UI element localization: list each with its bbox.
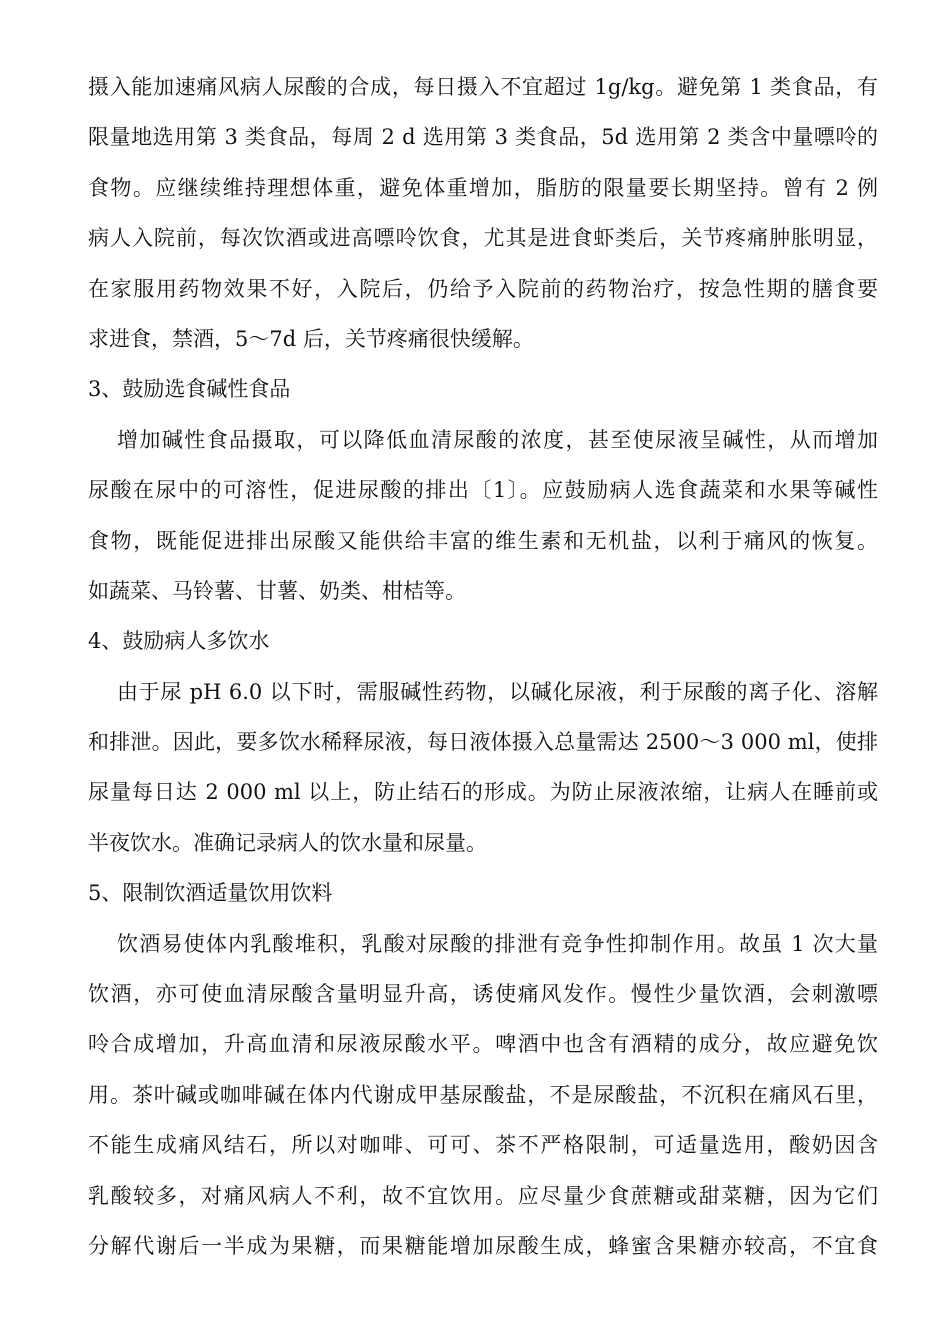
paragraph-drink-water	[88, 667, 878, 869]
text-line: 用。茶叶碱或咖啡碱在体内代谢成甲基尿酸盐，不是尿酸盐，不沉积在痛风石里，	[88, 1082, 878, 1107]
paragraph-alkaline-food	[88, 415, 878, 617]
text-line: 食物，既能促进排出尿酸又能供给丰富的维生素和无机盐，以利于痛风的恢复。	[88, 528, 878, 553]
text-line: 食物。应继续维持理想体重，避免体重增加，脂肪的限量要长期坚持。曾有 2 例	[88, 175, 878, 200]
text-line: 由于尿 pH 6.0 以下时，需服碱性药物，以碱化尿液，利于尿酸的离子化、溶解	[117, 679, 878, 704]
section-heading-limit-alcohol: 5、限制饮酒适量饮用饮料	[88, 881, 333, 906]
text-line: 病人入院前，每次饮酒或进高嘌呤饮食，尤其是进食虾类后，关节疼痛肿胀明显，	[88, 226, 878, 251]
text-line: 限量地选用第 3 类食品，每周 2 d 选用第 3 类食品，5d 选用第 2 类含中量嘌呤的	[88, 125, 878, 150]
paragraph-diet-purine	[88, 62, 878, 364]
text-line: 增加碱性食品摄取，可以降低血清尿酸的浓度，甚至使尿液呈碱性，从而增加	[117, 427, 878, 452]
text-line: 求进食，禁酒，5～7d 后，关节疼痛很快缓解。	[88, 326, 534, 351]
text-line: 尿量每日达 2 000 ml 以上，防止结石的形成。为防止尿液浓缩，让病人在睡前或	[88, 780, 878, 805]
text-line: 不能生成痛风结石，所以对咖啡、可可、茶不严格限制，可适量选用，酸奶因含	[88, 1133, 878, 1158]
paragraph-limit-alcohol	[88, 919, 878, 1272]
text-line: 呤合成增加，升高血清和尿液尿酸水平。啤酒中也含有酒精的成分，故应避免饮	[88, 1032, 878, 1057]
text-line: 如蔬菜、马铃薯、甘薯、奶类、柑桔等。	[88, 578, 466, 603]
text-line: 半夜饮水。准确记录病人的饮水量和尿量。	[88, 830, 487, 855]
text-line: 在家服用药物效果不好，入院后，仍给予入院前的药物治疗，按急性期的膳食要	[88, 276, 878, 301]
text-line: 饮酒，亦可使血清尿酸含量明显升高，诱使痛风发作。慢性少量饮酒，会刺激嘌	[88, 982, 878, 1007]
text-line: 饮酒易使体内乳酸堆积，乳酸对尿酸的排泄有竞争性抑制作用。故虽 1 次大量	[117, 931, 878, 956]
text-line: 和排泄。因此，要多饮水稀释尿液，每日液体摄入总量需达 2500～3 000 ml，使排	[88, 730, 878, 755]
section-heading-drink-water: 4、鼓励病人多饮水	[88, 629, 270, 654]
text-line: 尿酸在尿中的可溶性，促进尿酸的排出〔1〕。应鼓励病人选食蔬菜和水果等碱性	[88, 478, 878, 503]
document-page	[88, 62, 878, 1271]
text-line: 乳酸较多，对痛风病人不利，故不宜饮用。应尽量少食蔗糖或甜菜糖，因为它们	[88, 1183, 878, 1208]
text-line: 分解代谢后一半成为果糖，而果糖能增加尿酸生成，蜂蜜含果糖亦较高，不宜食	[88, 1233, 878, 1258]
text-line: 摄入能加速痛风病人尿酸的合成，每日摄入不宜超过 1g/kg。避免第 1 类食品，有	[88, 75, 878, 99]
section-heading-alkaline-food: 3、鼓励选食碱性食品	[88, 377, 291, 402]
